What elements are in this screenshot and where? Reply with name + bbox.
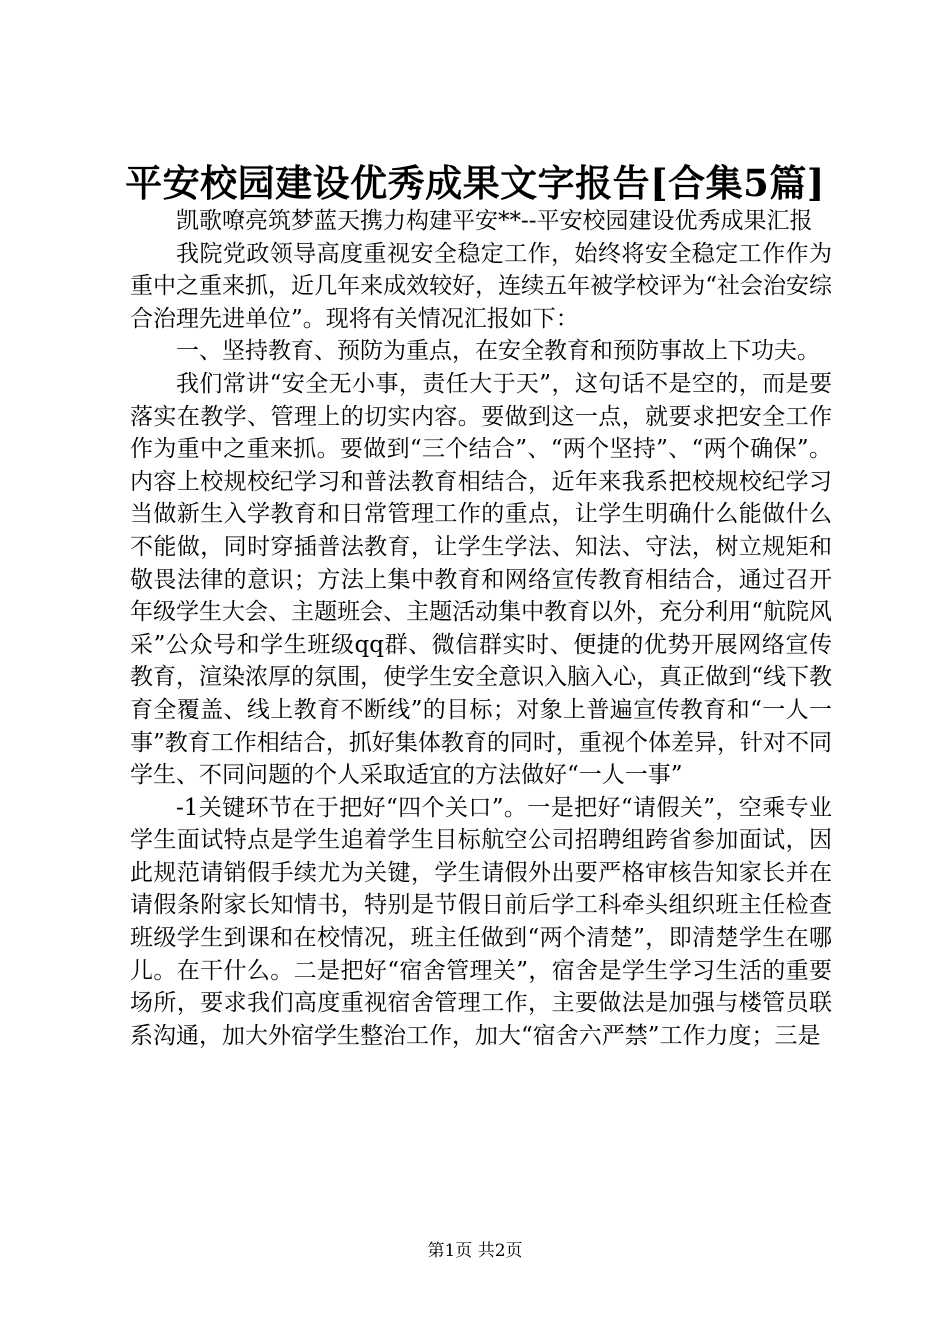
paragraph-key-points: -1关键环节在于把好“四个关口”。一是把好“请假关”，空乘专业学生面试特点是学生追着学生目标航空公司招聘组跨省参加面试，因此规范请销假手续尤为关键，学生请假外出要严格审核告知家长并在请假条附家长知情书，特别是节假日前后学工科牵头组织班主任检查班级学生到课和在校情况，班主任做到“两个清楚”，即清楚学生在哪儿。在干什么。二是把好“宿舍管理关”，宿舍是学生学习生活的重要场所，要求我们高度重视宿舍管理工作，主要做法是加强与楼管员联系沟通，加大外宿学生整治工作，加大“宿舍六严禁”工作力度；三是 — [130, 794, 832, 1049]
paragraph-intro: 我院党政领导高度重视安全稳定工作，始终将安全稳定工作作为重中之重来抓，近几年来成效较好，连续五年被学校评为“社会治安综合治理先进单位”。现将有关情况汇报如下： — [130, 240, 832, 332]
page-footer: 第1页 共2页 — [427, 1241, 523, 1261]
document-title: 平安校园建设优秀成果文字报告[合集5篇] — [125, 161, 825, 205]
document-body — [130, 205, 832, 1052]
paragraph-education: 我们常讲“安全无小事，责任大于天”，这句话不是空的，而是要落实在教学、管理上的切实内容。要做到这一点，就要求把安全工作作为重中之重来抓。要做到“三个结合”、“两个坚持”、“两个确保”。内容上校规校纪学习和普法教育相结合，近年来我系把校规校纪学习当做新生入学教育和日常管理工作的重点，让学生明确什么能做什么不能做，同时穿插普法教育，让学生学法、知法、守法，树立规矩和敬畏法律的意识；方法上集中教育和网络宣传教育相结合，通过召开年级学生大会、主题班会、主题活动集中教育以外，充分利用“航院风采”公众号和学生班级qq群、微信群实时、便捷的优势开展网络宣传教育，渲染浓厚的氛围，使学生安全意识入脑入心，真正做到“线下教育全覆盖、线上教育不断线”的目标；对象上普遍宣传教育和“一人一事”教育工作相结合，抓好集体教育的同时，重视个体差异，针对不同学生、不同问题的个人采取适宜的方法做好“一人一事” — [130, 370, 832, 789]
paragraph-section-heading: 一、坚持教育、预防为重点，在安全教育和预防事故上下功夫。 — [176, 338, 820, 365]
paragraph-subtitle: 凯歌嘹亮筑梦蓝天携力构建平安**--平安校园建设优秀成果汇报 — [176, 208, 813, 234]
